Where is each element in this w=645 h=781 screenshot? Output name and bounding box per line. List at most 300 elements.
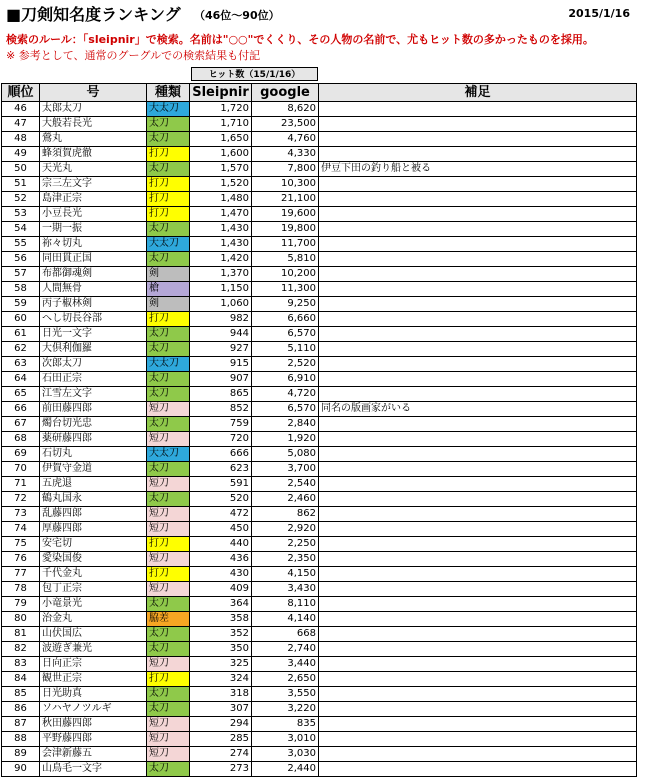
note-cell[interactable]	[319, 597, 637, 612]
sleipnir-cell[interactable]: 436	[190, 552, 252, 567]
google-cell[interactable]: 8,620	[252, 102, 319, 117]
table-row	[2, 612, 637, 627]
sleipnir-cell[interactable]: 915	[190, 357, 252, 372]
google-cell[interactable]: 3,030	[252, 747, 319, 762]
rank-cell[interactable]: 53	[2, 207, 40, 222]
note-cell[interactable]: 伊豆下田の釣り船と被る	[319, 162, 637, 177]
sleipnir-cell[interactable]: 285	[190, 732, 252, 747]
note-cell[interactable]	[319, 207, 637, 222]
note-cell[interactable]	[319, 507, 637, 522]
type-cell[interactable]: 太刀	[147, 687, 190, 702]
google-cell[interactable]: 4,720	[252, 387, 319, 402]
type-cell[interactable]: 短刀	[147, 522, 190, 537]
name-cell[interactable]: 一期一振	[40, 222, 147, 237]
type-cell[interactable]: 太刀	[147, 387, 190, 402]
rank-cell[interactable]: 79	[2, 597, 40, 612]
google-cell[interactable]: 10,200	[252, 267, 319, 282]
type-cell[interactable]: 太刀	[147, 417, 190, 432]
name-cell[interactable]: 祢々切丸	[40, 237, 147, 252]
google-cell[interactable]: 5,110	[252, 342, 319, 357]
note-cell[interactable]	[319, 147, 637, 162]
google-cell[interactable]: 4,330	[252, 147, 319, 162]
type-cell[interactable]: 剣	[147, 267, 190, 282]
google-cell[interactable]: 6,570	[252, 402, 319, 417]
rank-cell[interactable]: 55	[2, 237, 40, 252]
google-cell[interactable]: 2,920	[252, 522, 319, 537]
type-cell[interactable]: 打刀	[147, 537, 190, 552]
google-cell[interactable]: 21,100	[252, 192, 319, 207]
rank-cell[interactable]: 62	[2, 342, 40, 357]
type-cell[interactable]: 大太刀	[147, 102, 190, 117]
note-cell[interactable]	[319, 702, 637, 717]
name-cell[interactable]: 石田正宗	[40, 372, 147, 387]
google-cell[interactable]: 7,800	[252, 162, 319, 177]
sleipnir-cell[interactable]: 720	[190, 432, 252, 447]
google-cell[interactable]: 23,500	[252, 117, 319, 132]
sleipnir-cell[interactable]: 1,430	[190, 237, 252, 252]
name-cell[interactable]: 日光助真	[40, 687, 147, 702]
rank-cell[interactable]: 73	[2, 507, 40, 522]
note-cell[interactable]	[319, 357, 637, 372]
google-cell[interactable]: 2,440	[252, 762, 319, 777]
type-cell[interactable]: 打刀	[147, 207, 190, 222]
rank-cell[interactable]: 63	[2, 357, 40, 372]
type-cell[interactable]: 大太刀	[147, 357, 190, 372]
rank-cell[interactable]: 60	[2, 312, 40, 327]
google-cell[interactable]: 1,920	[252, 432, 319, 447]
name-cell[interactable]: 乱藤四郎	[40, 507, 147, 522]
note-cell[interactable]	[319, 312, 637, 327]
type-cell[interactable]: 短刀	[147, 477, 190, 492]
table-row	[2, 597, 637, 612]
sleipnir-cell[interactable]: 273	[190, 762, 252, 777]
note-cell[interactable]	[319, 732, 637, 747]
sleipnir-cell[interactable]: 666	[190, 447, 252, 462]
name-cell[interactable]: 観世正宗	[40, 672, 147, 687]
type-cell[interactable]: 打刀	[147, 147, 190, 162]
type-cell[interactable]: 短刀	[147, 582, 190, 597]
type-header[interactable]: 種類	[147, 84, 190, 102]
google-cell[interactable]: 8,110	[252, 597, 319, 612]
name-cell[interactable]: 愛染国俊	[40, 552, 147, 567]
sleipnir-cell[interactable]: 274	[190, 747, 252, 762]
google-cell[interactable]: 3,430	[252, 582, 319, 597]
sleipnir-cell[interactable]: 430	[190, 567, 252, 582]
rank-cell[interactable]: 74	[2, 522, 40, 537]
name-cell[interactable]: 江雪左文字	[40, 387, 147, 402]
sleipnir-cell[interactable]: 450	[190, 522, 252, 537]
google-cell[interactable]: 2,540	[252, 477, 319, 492]
sleipnir-cell[interactable]: 1,650	[190, 132, 252, 147]
type-cell[interactable]: 槍	[147, 282, 190, 297]
note-cell[interactable]	[319, 447, 637, 462]
note-cell[interactable]	[319, 582, 637, 597]
type-cell[interactable]: 太刀	[147, 252, 190, 267]
sleipnir-cell[interactable]: 364	[190, 597, 252, 612]
note-cell[interactable]	[319, 537, 637, 552]
name-cell[interactable]: 丙子椒林剣	[40, 297, 147, 312]
type-cell[interactable]: 打刀	[147, 192, 190, 207]
name-cell[interactable]: へし切長谷部	[40, 312, 147, 327]
name-cell[interactable]: 大倶利伽羅	[40, 342, 147, 357]
note-cell[interactable]	[319, 252, 637, 267]
rank-cell[interactable]: 77	[2, 567, 40, 582]
note-cell[interactable]	[319, 417, 637, 432]
google-cell[interactable]: 2,840	[252, 417, 319, 432]
type-cell[interactable]: 短刀	[147, 432, 190, 447]
sleipnir-cell[interactable]: 352	[190, 627, 252, 642]
name-cell[interactable]: 太郎太刀	[40, 102, 147, 117]
google-cell[interactable]: 2,460	[252, 492, 319, 507]
type-cell[interactable]: 短刀	[147, 507, 190, 522]
note-cell[interactable]	[319, 747, 637, 762]
type-cell[interactable]: 打刀	[147, 177, 190, 192]
sleipnir-cell[interactable]: 1,060	[190, 297, 252, 312]
rank-cell[interactable]: 81	[2, 627, 40, 642]
sleipnir-cell[interactable]: 409	[190, 582, 252, 597]
note-cell[interactable]	[319, 477, 637, 492]
rank-cell[interactable]: 75	[2, 537, 40, 552]
note-cell[interactable]	[319, 327, 637, 342]
sleipnir-cell[interactable]: 324	[190, 672, 252, 687]
rank-cell[interactable]: 66	[2, 402, 40, 417]
type-cell[interactable]: 太刀	[147, 327, 190, 342]
name-cell[interactable]: 波遊ぎ兼光	[40, 642, 147, 657]
sleipnir-cell[interactable]: 1,430	[190, 222, 252, 237]
rank-cell[interactable]: 87	[2, 717, 40, 732]
name-cell[interactable]: 厚藤四郎	[40, 522, 147, 537]
sleipnir-cell[interactable]: 623	[190, 462, 252, 477]
google-cell[interactable]: 2,740	[252, 642, 319, 657]
rank-cell[interactable]: 47	[2, 117, 40, 132]
sleipnir-cell[interactable]: 1,420	[190, 252, 252, 267]
table-row	[2, 237, 637, 252]
table-row	[2, 252, 637, 267]
sleipnir-cell[interactable]: 982	[190, 312, 252, 327]
rank-cell[interactable]: 59	[2, 297, 40, 312]
sleipnir-cell[interactable]: 1,150	[190, 282, 252, 297]
sleipnir-cell[interactable]: 1,470	[190, 207, 252, 222]
table-row	[2, 192, 637, 207]
rank-cell[interactable]: 48	[2, 132, 40, 147]
type-cell[interactable]: 太刀	[147, 642, 190, 657]
name-cell[interactable]: 鶴丸国永	[40, 492, 147, 507]
name-cell[interactable]: 山伏国広	[40, 627, 147, 642]
sleipnir-cell[interactable]: 1,570	[190, 162, 252, 177]
rank-cell[interactable]: 69	[2, 447, 40, 462]
table-header-row	[2, 84, 637, 102]
rank-cell[interactable]: 56	[2, 252, 40, 267]
table-row	[2, 627, 637, 642]
note-cell[interactable]	[319, 177, 637, 192]
rank-cell[interactable]: 76	[2, 552, 40, 567]
type-cell[interactable]: 太刀	[147, 627, 190, 642]
rank-cell[interactable]: 64	[2, 372, 40, 387]
google-cell[interactable]: 6,910	[252, 372, 319, 387]
rank-cell[interactable]: 83	[2, 657, 40, 672]
name-cell[interactable]: ソハヤノツルギ	[40, 702, 147, 717]
google-cell[interactable]: 4,150	[252, 567, 319, 582]
name-cell[interactable]: 石切丸	[40, 447, 147, 462]
name-cell[interactable]: 人間無骨	[40, 282, 147, 297]
name-cell[interactable]: 次郎太刀	[40, 357, 147, 372]
type-cell[interactable]: 太刀	[147, 492, 190, 507]
rank-header[interactable]: 順位	[2, 84, 40, 102]
google-cell[interactable]: 2,350	[252, 552, 319, 567]
google-cell[interactable]: 19,600	[252, 207, 319, 222]
page-title: ■刀剣知名度ランキング	[6, 5, 181, 24]
google-cell[interactable]: 2,250	[252, 537, 319, 552]
table-row	[2, 507, 637, 522]
google-cell[interactable]: 2,650	[252, 672, 319, 687]
name-cell[interactable]: 島津正宗	[40, 192, 147, 207]
name-cell[interactable]: 同田貫正国	[40, 252, 147, 267]
google-cell[interactable]: 3,010	[252, 732, 319, 747]
google-cell[interactable]: 862	[252, 507, 319, 522]
sleipnir-cell[interactable]: 350	[190, 642, 252, 657]
name-cell[interactable]: 鶯丸	[40, 132, 147, 147]
table-row	[2, 687, 637, 702]
note-cell[interactable]	[319, 642, 637, 657]
rank-cell[interactable]: 61	[2, 327, 40, 342]
table-row	[2, 582, 637, 597]
google-cell[interactable]: 2,520	[252, 357, 319, 372]
type-cell[interactable]: 打刀	[147, 672, 190, 687]
note-cell[interactable]	[319, 117, 637, 132]
name-cell[interactable]: 平野藤四郎	[40, 732, 147, 747]
rank-cell[interactable]: 51	[2, 177, 40, 192]
type-cell[interactable]: 大太刀	[147, 447, 190, 462]
sleipnir-cell[interactable]: 1,600	[190, 147, 252, 162]
google-cell[interactable]: 3,700	[252, 462, 319, 477]
name-cell[interactable]: 布都御魂剣	[40, 267, 147, 282]
note-cell[interactable]	[319, 222, 637, 237]
google-header[interactable]: google	[252, 84, 319, 102]
sleipnir-cell[interactable]: 294	[190, 717, 252, 732]
name-cell[interactable]: 宗三左文字	[40, 177, 147, 192]
table-row	[2, 342, 637, 357]
table-row	[2, 147, 637, 162]
note-cell[interactable]	[319, 492, 637, 507]
note-cell[interactable]	[319, 282, 637, 297]
sleipnir-header[interactable]: Sleipnir	[190, 84, 252, 102]
name-cell[interactable]: 治金丸	[40, 612, 147, 627]
name-cell[interactable]: 千代金丸	[40, 567, 147, 582]
type-cell[interactable]: 脇差	[147, 612, 190, 627]
sleipnir-cell[interactable]: 1,370	[190, 267, 252, 282]
table-row	[2, 717, 637, 732]
name-cell[interactable]: 日光一文字	[40, 327, 147, 342]
note-cell[interactable]	[319, 657, 637, 672]
rank-cell[interactable]: 52	[2, 192, 40, 207]
rank-cell[interactable]: 65	[2, 387, 40, 402]
type-cell[interactable]: 短刀	[147, 552, 190, 567]
type-cell[interactable]: 太刀	[147, 162, 190, 177]
type-cell[interactable]: 太刀	[147, 702, 190, 717]
note-cell[interactable]	[319, 372, 637, 387]
name-cell[interactable]: 小豆長光	[40, 207, 147, 222]
rank-cell[interactable]: 85	[2, 687, 40, 702]
sleipnir-cell[interactable]: 1,710	[190, 117, 252, 132]
google-cell[interactable]: 6,570	[252, 327, 319, 342]
google-cell[interactable]: 19,800	[252, 222, 319, 237]
name-cell[interactable]: 会津新藤五	[40, 747, 147, 762]
sleipnir-cell[interactable]: 520	[190, 492, 252, 507]
rank-cell[interactable]: 89	[2, 747, 40, 762]
name-cell[interactable]: 小竜景光	[40, 597, 147, 612]
table-row	[2, 762, 637, 777]
note-cell[interactable]	[319, 102, 637, 117]
note-cell[interactable]	[319, 342, 637, 357]
page-subtitle: （46位〜90位）	[194, 9, 280, 22]
name-cell[interactable]: 秋田藤四郎	[40, 717, 147, 732]
name-cell[interactable]: 前田藤四郎	[40, 402, 147, 417]
rank-cell[interactable]: 67	[2, 417, 40, 432]
type-cell[interactable]: 太刀	[147, 342, 190, 357]
google-cell[interactable]: 9,250	[252, 297, 319, 312]
rank-cell[interactable]: 72	[2, 492, 40, 507]
google-cell[interactable]: 6,660	[252, 312, 319, 327]
type-cell[interactable]: 短刀	[147, 747, 190, 762]
type-cell[interactable]: 剣	[147, 297, 190, 312]
sleipnir-cell[interactable]: 325	[190, 657, 252, 672]
note-cell[interactable]	[319, 627, 637, 642]
sleipnir-cell[interactable]: 358	[190, 612, 252, 627]
note-cell[interactable]	[319, 612, 637, 627]
rank-cell[interactable]: 80	[2, 612, 40, 627]
hit-count-header: ヒット数（15/1/16）	[191, 67, 318, 81]
google-cell[interactable]: 3,550	[252, 687, 319, 702]
type-cell[interactable]: 打刀	[147, 312, 190, 327]
rank-cell[interactable]: 49	[2, 147, 40, 162]
google-cell[interactable]: 3,220	[252, 702, 319, 717]
name-cell[interactable]: 安宅切	[40, 537, 147, 552]
google-cell[interactable]: 3,440	[252, 657, 319, 672]
rank-cell[interactable]: 88	[2, 732, 40, 747]
rank-cell[interactable]: 78	[2, 582, 40, 597]
type-cell[interactable]: 打刀	[147, 567, 190, 582]
rank-cell[interactable]: 46	[2, 102, 40, 117]
rank-cell[interactable]: 50	[2, 162, 40, 177]
type-cell[interactable]: 太刀	[147, 762, 190, 777]
sleipnir-cell[interactable]: 318	[190, 687, 252, 702]
note-cell[interactable]	[319, 267, 637, 282]
type-cell[interactable]: 太刀	[147, 132, 190, 147]
google-cell[interactable]: 5,810	[252, 252, 319, 267]
google-cell[interactable]: 5,080	[252, 447, 319, 462]
rank-cell[interactable]: 90	[2, 762, 40, 777]
note-cell[interactable]	[319, 552, 637, 567]
name-cell[interactable]: 燭台切光忠	[40, 417, 147, 432]
type-cell[interactable]: 短刀	[147, 732, 190, 747]
sleipnir-cell[interactable]: 927	[190, 342, 252, 357]
google-cell[interactable]: 835	[252, 717, 319, 732]
note-cell[interactable]	[319, 132, 637, 147]
table-row	[2, 417, 637, 432]
note-header[interactable]: 補足	[319, 84, 637, 102]
google-cell[interactable]: 4,760	[252, 132, 319, 147]
rank-cell[interactable]: 58	[2, 282, 40, 297]
note-cell[interactable]	[319, 687, 637, 702]
sleipnir-cell[interactable]: 440	[190, 537, 252, 552]
note-cell[interactable]	[319, 672, 637, 687]
type-cell[interactable]: 太刀	[147, 597, 190, 612]
type-cell[interactable]: 太刀	[147, 117, 190, 132]
sleipnir-cell[interactable]: 907	[190, 372, 252, 387]
type-cell[interactable]: 太刀	[147, 462, 190, 477]
rank-cell[interactable]: 68	[2, 432, 40, 447]
rank-cell[interactable]: 70	[2, 462, 40, 477]
type-cell[interactable]: 短刀	[147, 717, 190, 732]
note-cell[interactable]	[319, 762, 637, 777]
type-cell[interactable]: 太刀	[147, 222, 190, 237]
note-cell[interactable]	[319, 297, 637, 312]
note-cell[interactable]	[319, 717, 637, 732]
table-row	[2, 357, 637, 372]
note-cell[interactable]	[319, 192, 637, 207]
note-cell[interactable]	[319, 432, 637, 447]
search-rule-note: 検索のルール：「sleipnir」で検索。名前は"○○"でくくり、その人物の名前で、尤もヒット数の多かったものを採用。	[6, 33, 594, 46]
name-cell[interactable]: 日向正宗	[40, 657, 147, 672]
table-row	[2, 537, 637, 552]
sleipnir-cell[interactable]: 307	[190, 702, 252, 717]
sleipnir-cell[interactable]: 1,720	[190, 102, 252, 117]
sleipnir-cell[interactable]: 759	[190, 417, 252, 432]
name-cell[interactable]: 包丁正宗	[40, 582, 147, 597]
rank-cell[interactable]: 57	[2, 267, 40, 282]
rank-cell[interactable]: 71	[2, 477, 40, 492]
google-cell[interactable]: 10,300	[252, 177, 319, 192]
name-header[interactable]: 号	[40, 84, 147, 102]
name-cell[interactable]: 薬研藤四郎	[40, 432, 147, 447]
rank-cell[interactable]: 82	[2, 642, 40, 657]
note-cell[interactable]	[319, 567, 637, 582]
note-cell[interactable]: 同名の版画家がいる	[319, 402, 637, 417]
type-cell[interactable]: 短刀	[147, 657, 190, 672]
google-cell[interactable]: 11,700	[252, 237, 319, 252]
rank-cell[interactable]: 54	[2, 222, 40, 237]
sleipnir-cell[interactable]: 472	[190, 507, 252, 522]
sleipnir-cell[interactable]: 865	[190, 387, 252, 402]
table-row	[2, 642, 637, 657]
name-cell[interactable]: 伊賀守金道	[40, 462, 147, 477]
sleipnir-cell[interactable]: 852	[190, 402, 252, 417]
type-cell[interactable]: 短刀	[147, 402, 190, 417]
name-cell[interactable]: 蜂須賀虎徹	[40, 147, 147, 162]
note-cell[interactable]	[319, 522, 637, 537]
name-cell[interactable]: 大般若長光	[40, 117, 147, 132]
note-cell[interactable]	[319, 462, 637, 477]
sleipnir-cell[interactable]: 944	[190, 327, 252, 342]
note-cell[interactable]	[319, 387, 637, 402]
name-cell[interactable]: 五虎退	[40, 477, 147, 492]
name-cell[interactable]: 天光丸	[40, 162, 147, 177]
google-cell[interactable]: 11,300	[252, 282, 319, 297]
type-cell[interactable]: 大太刀	[147, 237, 190, 252]
table-row	[2, 327, 637, 342]
sleipnir-cell[interactable]: 1,480	[190, 192, 252, 207]
sleipnir-cell[interactable]: 591	[190, 477, 252, 492]
rank-cell[interactable]: 86	[2, 702, 40, 717]
rank-cell[interactable]: 84	[2, 672, 40, 687]
type-cell[interactable]: 太刀	[147, 372, 190, 387]
note-cell[interactable]	[319, 237, 637, 252]
google-cell[interactable]: 4,140	[252, 612, 319, 627]
google-cell[interactable]: 668	[252, 627, 319, 642]
name-cell[interactable]: 山鳥毛一文字	[40, 762, 147, 777]
table-row	[2, 747, 637, 762]
sleipnir-cell[interactable]: 1,520	[190, 177, 252, 192]
